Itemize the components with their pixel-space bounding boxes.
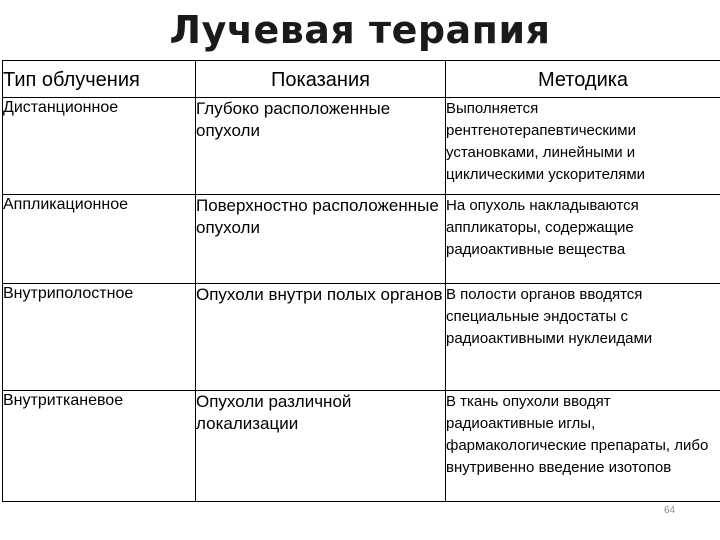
cell-type: Дистанционное <box>3 98 196 195</box>
page-number: 64 <box>664 505 676 516</box>
table-row <box>3 98 720 195</box>
radiation-therapy-table <box>2 60 720 502</box>
cell-method: Выполняется рентгенотерапевтическими установками, линейными и циклическими ускорителями <box>446 98 720 195</box>
table-row <box>3 391 720 502</box>
table-row <box>3 195 720 284</box>
cell-type: Внутритканевое <box>3 391 196 502</box>
cell-method: На опухоль накладываются аппликаторы, содержащие радиоактивные вещества <box>446 195 720 284</box>
cell-indication: Опухоли различной локализации <box>196 391 446 502</box>
cell-method: В полости органов вводятся специальные эндостаты с радиоактивными нуклеидами <box>446 284 720 391</box>
table-header-row <box>3 61 720 98</box>
cell-indication: Поверхностно расположенные опухоли <box>196 195 446 284</box>
cell-method: В ткань опухоли вводят радиоактивные иглы, фармакологические препараты, либо внутривенно введение изотопов <box>446 391 720 502</box>
cell-indication: Глубоко расположенные опухоли <box>196 98 446 195</box>
cell-indication: Опухоли внутри полых органов <box>196 284 446 391</box>
cell-type: Внутриполостное <box>3 284 196 391</box>
page-title: Лучевая терапия <box>169 8 551 52</box>
cell-type: Аппликационное <box>3 195 196 284</box>
table-row <box>3 284 720 391</box>
header-method: Методика <box>446 61 720 98</box>
header-indications: Показания <box>196 61 446 98</box>
header-irradiation-type: Тип облучения <box>3 61 196 98</box>
